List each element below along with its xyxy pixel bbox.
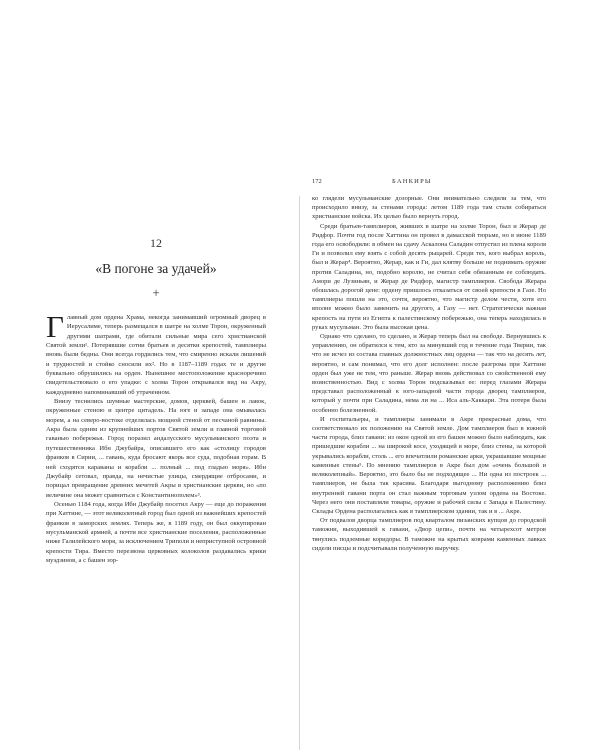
left-body-text [46, 309, 267, 565]
paragraph: Однако что сделано, то сделано, и Жерар теперь был на свободе. Вернувшись к управлению, он обратился к тем, кто за минувший год в течение года Тверии, так что не исчез из состава главных должностных лиц ордена — так что на десять лет, вероятно, и сам понимал, что его долг исполнен: после разгрома при Хаттине орден был уже не тем, что раньше. Жерар вновь действовал со свойственной ему воинственностью. Вид с холма Торон подсказывал ее: перед глазами Жерара представал расположенный к юго-западной части города дворец тамплиеров, который у почти при Саладина, нема ли на ... Иса аль-Хаккари. Эта потеря была особенно болезненной. [312, 333, 546, 414]
chapter-number: 12 [150, 236, 162, 250]
drop-cap: Г [46, 309, 64, 344]
chapter-title: «В погоне за удачей» [95, 261, 217, 276]
page-number: 172 [312, 178, 322, 185]
paragraph: Внизу теснились шумные мастерские, домов, церквей, башен и лавок, окруженные стеною и центре цитадель. На юге и западе она омывалась морем, а на северо-востоке отделялась мощной стеной от песчаной равнины. Акра была одним из крупнейших портов Святой земли и главной торговой гаванью побережья. Город поразил андалусского мусульманского поэта и путешественника Ибн Джубайра, описавшего его как «столицу городов франков в Сирии, ... гавань, куда бросают якорь все суда, подобная горам. В ней сходятся караваны и корабли ... полный ... под гладью моря». Ибн Джубайр сетовал, правда, на нечистые улицы, смердящие отбросами, и порицал превращение древних мечетей Акры в христианские церкви, но «по величине она может сравниться с Константинополем»³. [46, 398, 266, 499]
right-body-text [312, 194, 546, 553]
paragraph: От подвалов дворца тамплиеров под кварталом пизанских купцов до городской таможни, выходившей к гавани, «Двор цепи», почти на четырехсот метров тянулись подземные коридоры. В таможне на крытых коврами каменных лавках сидели писцы и подсчитывали полученную выручку. [312, 517, 546, 552]
paragraph: ко глядели мусульманские дозорные. Они внимательно следили за тем, что происходило внизу, за стенами города: летом 1189 года там стали собираться христианские войска. Их целью было вернуть город. [312, 195, 546, 221]
cross-ornament: + [152, 285, 160, 300]
running-header [312, 178, 546, 188]
running-head-title: БАНКИРЫ [392, 178, 432, 185]
page-gutter [299, 196, 300, 750]
paragraph: Осенью 1184 года, когда Ибн Джубайр посетил Акру — еще до поражения при Хаттине, — этот великолепный город был одной из важнейших крепостей франков в заморских землях. Теперь же, в 1189 году, он был оккупирован мусульманской армией, а почти все христианские поселения, расположенные ниже Галилейского моря, за исключением Триполи и неприступной островной крепости Тира. Вместо перезвона церковных колоколов раздавались крики муэдзинов, а с башен зор- [46, 500, 267, 564]
paragraph: Среди братьев-тамплиеров, живших в шатре на холме Торон, был и Жерар де Ридфор. Почти год после Хаттина он провел в дамасской тюрьме, но в июне 1189 года его освободили: в обмен на сдачу Аскалона Саладин отпустил из плена короля Ги и позволил ему взять с собой десять рыцарей. Среди тех, кого выбрал король, был и Жерар⁴. Вероятно, Жерар, как и Ги, дал клятву больше не поднимать оружие против Саладина, но, подобно королю, не считал себя обязанным ее соблюдать. Амори де Лузиньян, и Жерар де Ридфор, магистр тамплиеров. Свобода Жерара обошлась дорогой цене: ордену пришлось отказаться от своей крепости в Газе. Но тамплиеры пошли на это, сочтя, вероятно, что магистр делом чести, хотя его вполне можно было заменить на другого, а Газу — нет. Стратегически важная крепость на пути из Египта к палестинскому побережью, она теперь находилась в руках мусульман. Это была высокая цена. [312, 222, 546, 331]
paragraph: И госпитальеры, и тамплиеры занимали в Акре прекрасные дома, что соответствовало их положению на Святой земле. Дом тамплиеров был в южной части города, близ гавани: из окон одной из его башен можно было наблюдать, как пришедшие корабли ... на широкой косе, уходящей в море, близ стены, за которой укрывались корабли, столь ... его впечатлили романские арки, украшавшие мощные каменные стены⁵. По мнению тамплиеров в Акре был дом «очень большой и великолепный». Вероятно, это было бы не подходящее ... Ни одна из построек ... тамплиеров, не была так красива. Благодаря выгодному расположению близ внутренней гавани порта он стал важным торговым узлом ордена на Востоке. Через него они поставляли товары, оружие и рабочей силы с Запада в Палестину. Склады Ордена располагались как в тамплиерском здании, так и в ... Акре. [312, 415, 547, 515]
paragraph: Главный дом ордена Храма, некогда занимавший огромный дворец в Иерусалиме, теперь размещался в шатре на холме Торон, окруженный другими шатрами, где обитали сильные мира сего христианской Святой земли¹. Потерявшие сотни братьев и десятки крепостей, тамплиеры вновь были бедны. Они всегда гордились тем, что смиренно искали лишений и трудностей и стойко сносили их². Но в 1187–1189 годах те и другие буквально обрушились на орден. Нынешнее местоположение красноречиво свидетельствовало о его упадке: с холма Торон открывался вид на Акру, каждодневно напоминавший об утраченном. [46, 309, 266, 396]
